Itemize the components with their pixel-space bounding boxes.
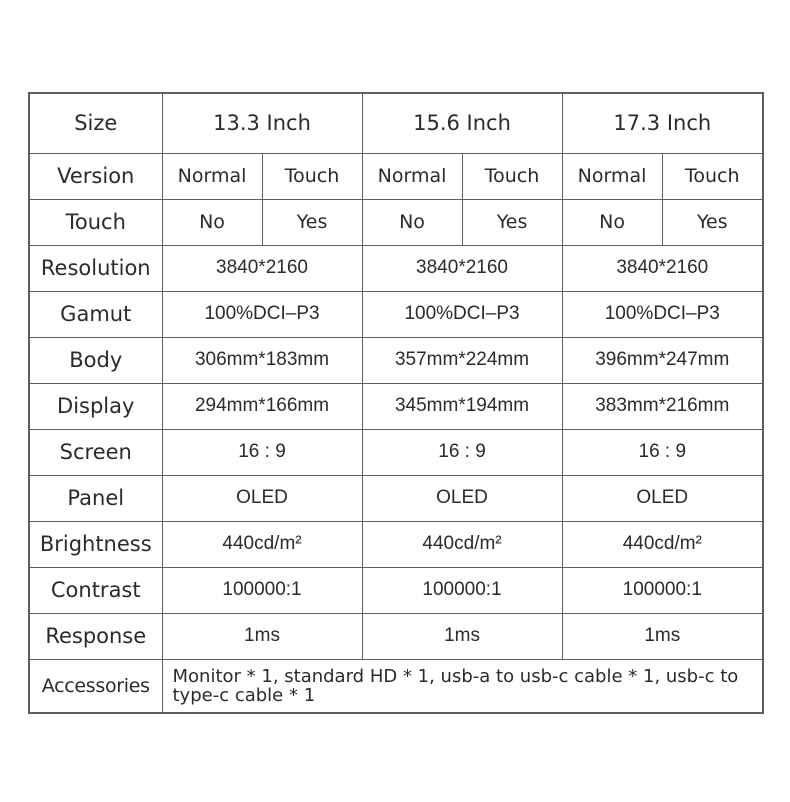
brightness-cell: 440cd/m² [562, 521, 763, 567]
spec-table [28, 92, 764, 714]
body-cell: 357mm*224mm [362, 337, 562, 383]
gamut-cell: 100%DCI–P3 [162, 291, 362, 337]
row-body [29, 337, 763, 383]
touch-cell: Yes [662, 199, 763, 245]
label-accessories: Accessories [29, 659, 162, 713]
version-cell: Normal [362, 153, 462, 199]
panel-cell: OLED [562, 475, 763, 521]
resolution-cell: 3840*2160 [562, 245, 763, 291]
label-panel: Panel [29, 475, 162, 521]
label-screen: Screen [29, 429, 162, 475]
row-contrast [29, 567, 763, 613]
brightness-cell: 440cd/m² [162, 521, 362, 567]
contrast-cell: 100000:1 [162, 567, 362, 613]
response-cell: 1ms [562, 613, 763, 659]
row-version [29, 153, 763, 199]
accessories-cell: Monitor * 1, standard HD * 1, usb-a to usb-c cable * 1, usb-c to type-c cable * 1 [162, 659, 763, 713]
touch-cell: Yes [262, 199, 362, 245]
size-13-3: 13.3 Inch [162, 93, 362, 153]
row-response [29, 613, 763, 659]
contrast-cell: 100000:1 [562, 567, 763, 613]
panel-cell: OLED [162, 475, 362, 521]
version-cell: Normal [562, 153, 662, 199]
label-body: Body [29, 337, 162, 383]
touch-cell: No [362, 199, 462, 245]
label-brightness: Brightness [29, 521, 162, 567]
resolution-cell: 3840*2160 [162, 245, 362, 291]
label-gamut: Gamut [29, 291, 162, 337]
touch-cell: No [162, 199, 262, 245]
resolution-cell: 3840*2160 [362, 245, 562, 291]
touch-cell: Yes [462, 199, 562, 245]
screen-cell: 16 : 9 [162, 429, 362, 475]
display-cell: 383mm*216mm [562, 383, 763, 429]
size-15-6: 15.6 Inch [362, 93, 562, 153]
version-cell: Touch [262, 153, 362, 199]
row-accessories [29, 659, 763, 713]
body-cell: 306mm*183mm [162, 337, 362, 383]
display-cell: 345mm*194mm [362, 383, 562, 429]
version-cell: Normal [162, 153, 262, 199]
label-version: Version [29, 153, 162, 199]
display-cell: 294mm*166mm [162, 383, 362, 429]
label-resolution: Resolution [29, 245, 162, 291]
screen-cell: 16 : 9 [562, 429, 763, 475]
row-touch [29, 199, 763, 245]
panel-cell: OLED [362, 475, 562, 521]
label-size: Size [29, 93, 162, 153]
response-cell: 1ms [162, 613, 362, 659]
label-touch: Touch [29, 199, 162, 245]
contrast-cell: 100000:1 [362, 567, 562, 613]
screen-cell: 16 : 9 [362, 429, 562, 475]
label-response: Response [29, 613, 162, 659]
row-gamut [29, 291, 763, 337]
gamut-cell: 100%DCI–P3 [562, 291, 763, 337]
brightness-cell: 440cd/m² [362, 521, 562, 567]
row-resolution [29, 245, 763, 291]
label-contrast: Contrast [29, 567, 162, 613]
body-cell: 396mm*247mm [562, 337, 763, 383]
label-display: Display [29, 383, 162, 429]
row-display [29, 383, 763, 429]
size-17-3: 17.3 Inch [562, 93, 763, 153]
gamut-cell: 100%DCI–P3 [362, 291, 562, 337]
row-screen [29, 429, 763, 475]
touch-cell: No [562, 199, 662, 245]
row-size [29, 93, 763, 153]
row-brightness [29, 521, 763, 567]
version-cell: Touch [662, 153, 763, 199]
response-cell: 1ms [362, 613, 562, 659]
version-cell: Touch [462, 153, 562, 199]
row-panel [29, 475, 763, 521]
